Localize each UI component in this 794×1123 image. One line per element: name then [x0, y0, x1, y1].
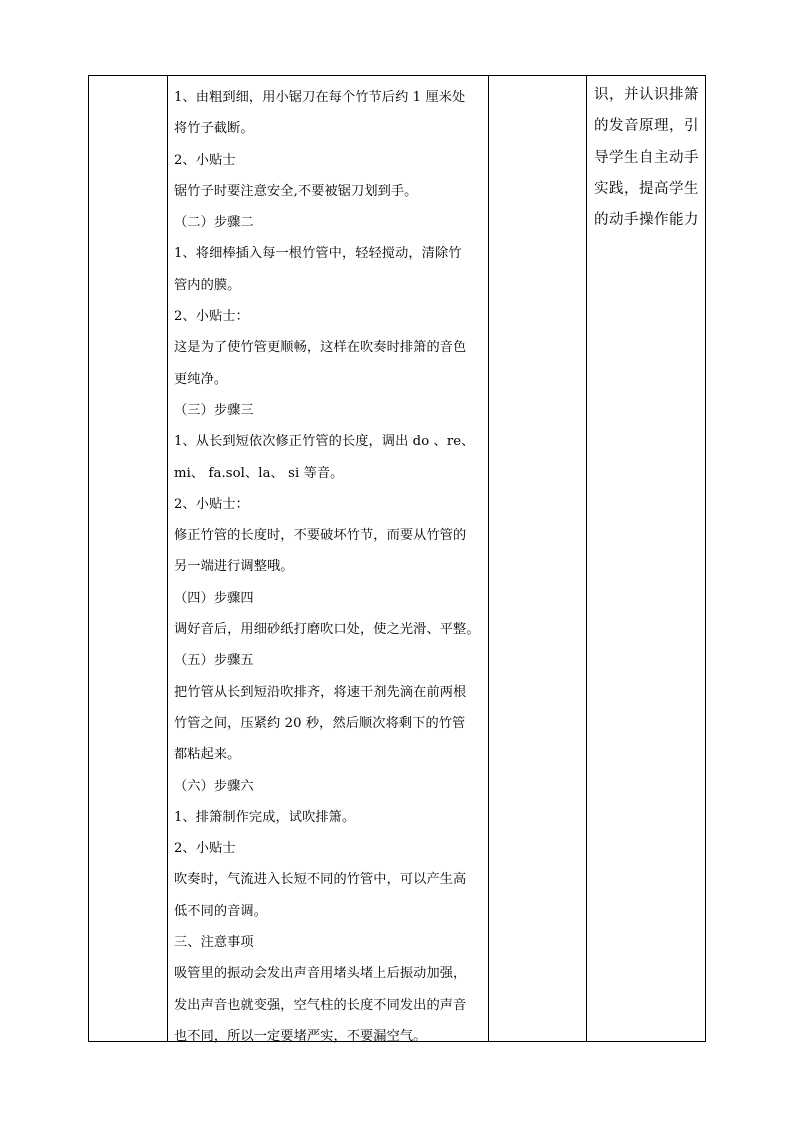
procedure-line: 2、小贴士：	[174, 309, 249, 325]
design-intent-line: 实践，提高学生	[594, 180, 699, 197]
procedure-line: 管内的膜。	[174, 277, 241, 293]
procedure-line: （三）步骤三	[174, 402, 254, 418]
procedure-line: 另一端进行调整哦。	[174, 559, 294, 575]
procedure-line: 吹奏时，气流进入长短不同的竹管中，可以产生高	[174, 872, 467, 888]
procedure-line: 修正竹管的长度时，不要破坏竹节，而要从竹管的	[174, 528, 467, 544]
procedure-line: 低不同的音调。	[174, 903, 268, 919]
procedure-line: （四）步骤四	[174, 590, 254, 606]
procedure-line: 1、将细棒插入每一根竹管中，轻轻搅动，清除竹	[174, 246, 462, 262]
procedure-line: 把竹管从长到短沿吹排齐，将速干剂先滴在前两根	[174, 684, 467, 700]
procedure-line: 更纯净。	[174, 371, 228, 387]
procedure-line: 锯竹子时要注意安全,不要被锯刀划到手。	[174, 183, 418, 199]
design-intent-cell	[587, 76, 706, 1041]
procedure-line: 三、注意事项	[174, 935, 254, 951]
procedure-line: 2、小贴士：	[174, 496, 249, 512]
procedure-line: 1、从长到短依次修正竹管的长度，调出 do 、re、	[174, 434, 475, 450]
design-intent-line: 的动手操作能力	[594, 212, 699, 229]
procedure-line: 也不同，所以一定要堵严实，不要漏空气。	[174, 1028, 427, 1044]
procedure-line: 1、排箫制作完成，试吹排箫。	[174, 809, 356, 825]
procedure-line: 1、由粗到细，用小锯刀在每个竹节后约 1 厘米处	[174, 90, 466, 105]
student-activity-cell	[489, 76, 587, 1041]
design-intent-line: 识，并认识排箫	[594, 87, 699, 103]
teaching-procedure-cell	[168, 76, 489, 1044]
procedure-line: 2、小贴士	[174, 152, 236, 168]
procedure-line: mi、 fa.sol、la、 si 等音。	[174, 465, 344, 481]
procedure-text	[174, 82, 486, 1052]
design-intent-text	[594, 80, 704, 236]
lesson-plan-table	[88, 75, 706, 1042]
design-intent-line: 的发音原理，引	[594, 118, 699, 135]
procedure-line: （六）步骤六	[174, 778, 254, 794]
procedure-line: 竹管之间，压紧约 20 秒，然后顺次将剩下的竹管	[174, 715, 466, 731]
procedure-line: （五）步骤五	[174, 653, 254, 669]
procedure-line: 都粘起来。	[174, 747, 241, 763]
procedure-line: 2、小贴士	[174, 841, 236, 857]
procedure-line: 将竹子截断。	[174, 121, 254, 137]
design-intent-line: 导学生自主动手	[594, 149, 699, 166]
procedure-line: （二）步骤二	[174, 215, 254, 231]
procedure-line: 调好音后，用细砂纸打磨吹口处，使之光滑、平整。	[174, 622, 480, 638]
procedure-line: 这是为了使竹管更顺畅，这样在吹奏时排箫的音色	[174, 340, 467, 356]
stage-column-cell	[89, 76, 168, 1041]
procedure-line: 发出声音也就变强，空气柱的长度不同发出的声音	[174, 997, 467, 1013]
procedure-line: 吸管里的振动会发出声音用堵头堵上后振动加强，	[174, 966, 467, 982]
